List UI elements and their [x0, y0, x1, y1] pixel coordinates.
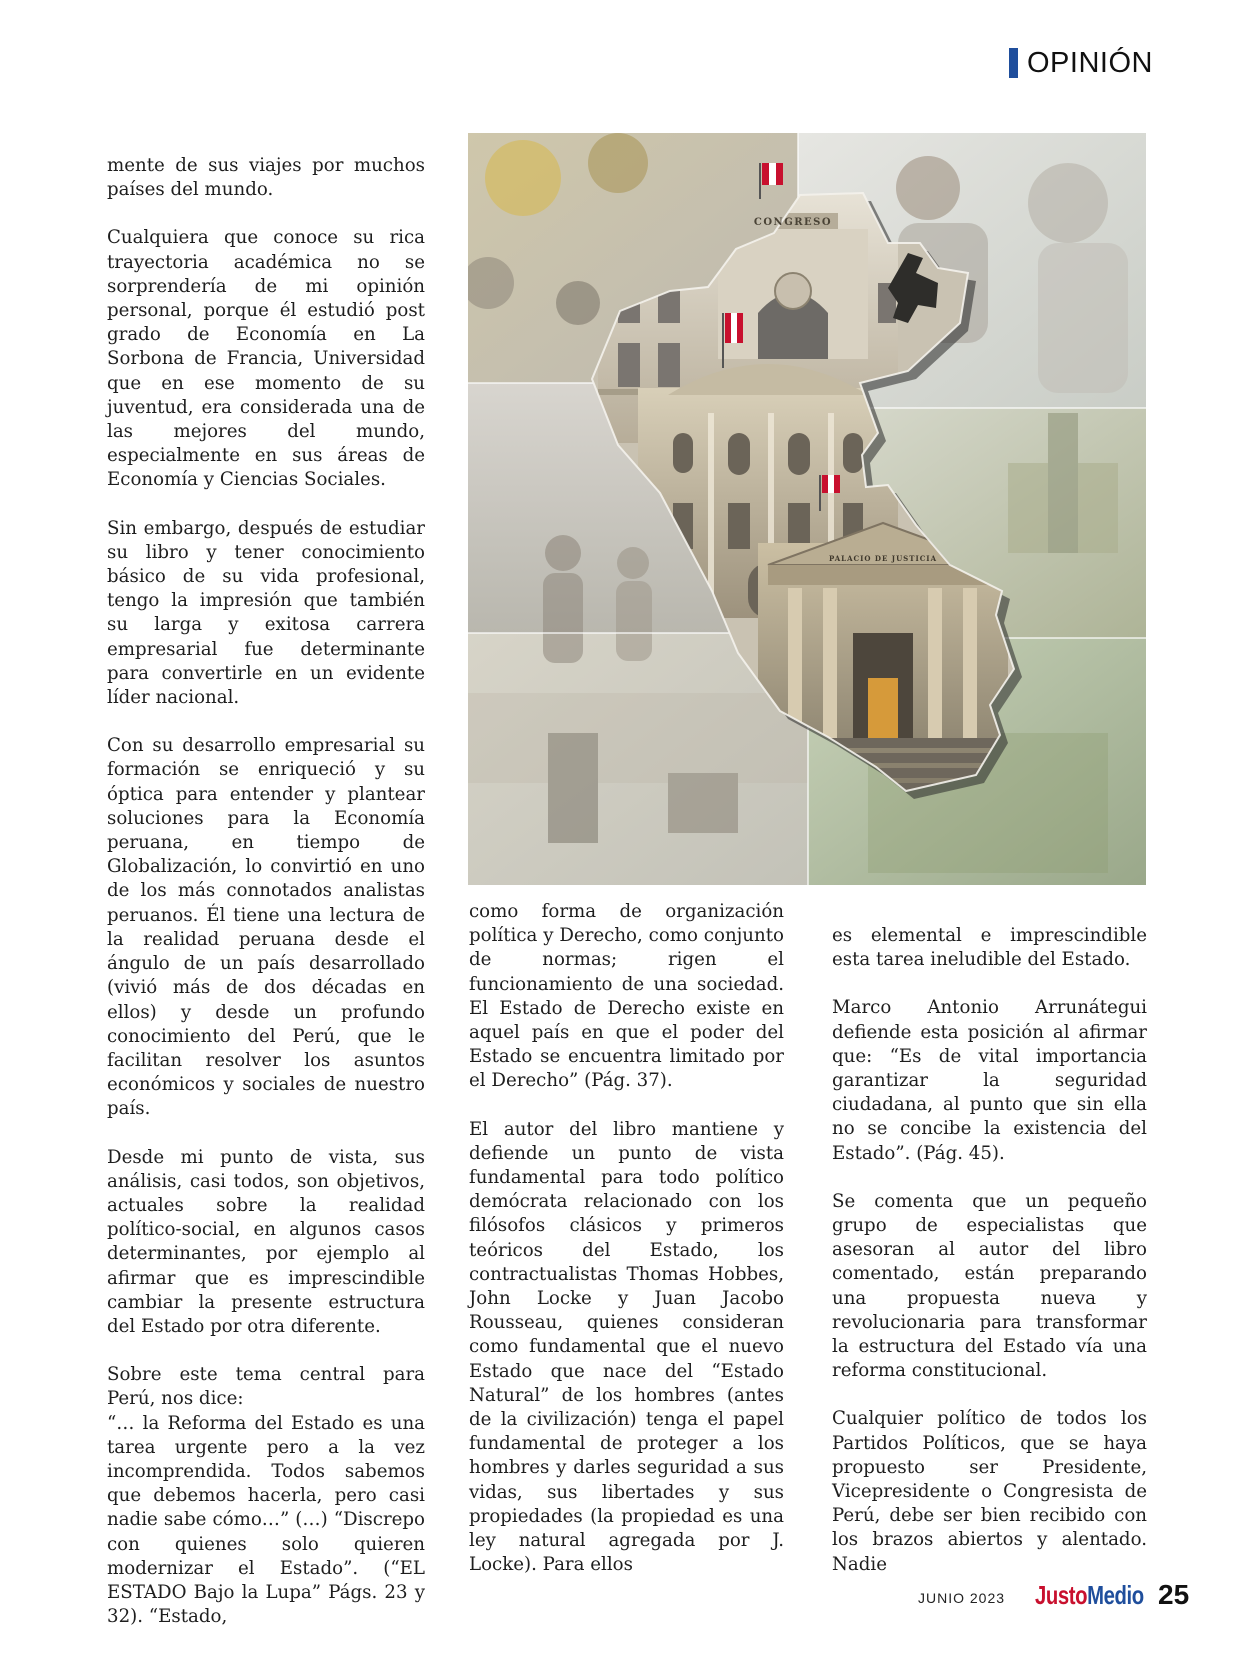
section-accent-bar: [1009, 48, 1018, 78]
article-column-1: [107, 154, 425, 1629]
paragraph: Sin embargo, después de estudiar su libro y tener conocimiento básico de su vida profesional, tengo la impresión que también su larga y exitosa carrera empresarial fue determinante para convertirle en un evidente líder nacional.: [107, 517, 425, 709]
magazine-logo: [1035, 1579, 1144, 1611]
page-footer: [918, 1578, 1189, 1612]
peru-map-collage: [468, 133, 1146, 885]
paragraph: Marco Antonio Arrunátegui defiende esta posición al afirmar que: “Es de vital importancia garantizar la seguridad ciudadana, al punto que sin ella no se concibe la existencia del Estado”. (Pág. 45).: [832, 997, 1147, 1164]
paragraph: Con su desarrollo empresarial su formación se enriqueció y su óptica para entender y plantear soluciones para la Economía peruana, en tiempo de Globalización, lo convirtió en uno de los más connotados analistas peruanos. Él tiene una lectura de la realidad peruana desde el ángulo de un país desarrollado (vivió más de dos décadas en ellos) y desde un profundo conocimiento del Perú, que le facilitan resolver los asuntos económicos y sociales de nuestro país.: [107, 735, 425, 1120]
paragraph: Desde mi punto de vista, sus análisis, casi todos, son objetivos, actuales sobre la realidad político-social, en algunos casos determinantes, por ejemplo al afirmar que es imprescindible cambiar la presente estructura del Estado por otra diferente.: [107, 1146, 425, 1337]
congreso-sign: CONGRESO: [753, 217, 833, 228]
section-header: [1009, 46, 1153, 80]
paragraph: Cualquier político de todos los Partidos Políticos, que se haya propuesto ser Presidente, Vicepresidente o Congresista de Perú, debe ser bien recibido con los brazos abiertos y alentado. Nadie: [832, 1408, 1147, 1575]
paragraph: El autor del libro mantiene y defiende un punto de vista fundamental para todo político demócrata relacionado con los filósofos clásicos y primeros teóricos del Estado, los contractualistas Thomas Hobbes, John Locke y Juan Jacobo Rousseau, quienes consideran como fundamental que el nuevo Estado que nace del “Estado Natural” de los hombres (antes de la civilización) tenga el papel fundamental de proteger a los hombres y darles seguridad a sus vidas, sus libertades y sus propiedades (la propiedad es una ley natural agregada por J. Locke). Para ellos: [469, 1118, 784, 1576]
paragraph: Cualquiera que conoce su rica trayectoria académica no se sorprendería de mi opinión personal, porque él estudió post grado de Economía en La Sorbona de Francia, Universidad que en ese momento de su juventud, era considerada una de las mejores del mundo, especialmente en sus áreas de Economía y Ciencias Sociales.: [107, 227, 425, 491]
hero-illustration: [468, 133, 1146, 885]
quote-paragraph: “… la Reforma del Estado es una tarea urgente pero a la vez incomprendida. Todos sabemos que debemos hacerla, pero casi nadie sabe cómo…” (…) “Discrepo con quienes solo quieren modernizar el Estado”. (“EL ESTADO Bajo la Lupa” Págs. 23 y 32). “Estado,: [107, 1412, 425, 1628]
logo-medio: Medio: [1087, 1579, 1144, 1610]
paragraph: es elemental e imprescindible esta tarea ineludible del Estado.: [832, 925, 1147, 971]
paragraph: mente de sus viajes por muchos países del mundo.: [107, 155, 425, 201]
article-column-3: [832, 924, 1147, 1577]
issue-date: JUNIO 2023: [918, 1590, 1006, 1606]
paragraph: Se comenta que un pequeño grupo de especialistas que asesoran al autor del libro comentado, están preparando una propuesta nueva y revolucionaria para transformar la estructura del Estado vía una reforma constitucional.: [832, 1190, 1147, 1382]
page-number: 25: [1158, 1579, 1190, 1610]
paragraph: Sobre este tema central para Perú, nos dice:: [107, 1364, 425, 1410]
paragraph: como forma de organización política y Derecho, como conjunto de normas; rigen el funcionamiento de una sociedad. El Estado de Derecho existe en aquel país en que el poder del Estado se encuentra limitado por el Derecho” (Pág. 37).: [469, 901, 784, 1092]
palacio-justicia-sign: PALACIO DE JUSTICIA: [829, 554, 937, 563]
logo-justo: Justo: [1035, 1579, 1088, 1610]
article-column-2: [469, 900, 784, 1577]
section-label: OPINIÓN: [1027, 46, 1153, 79]
